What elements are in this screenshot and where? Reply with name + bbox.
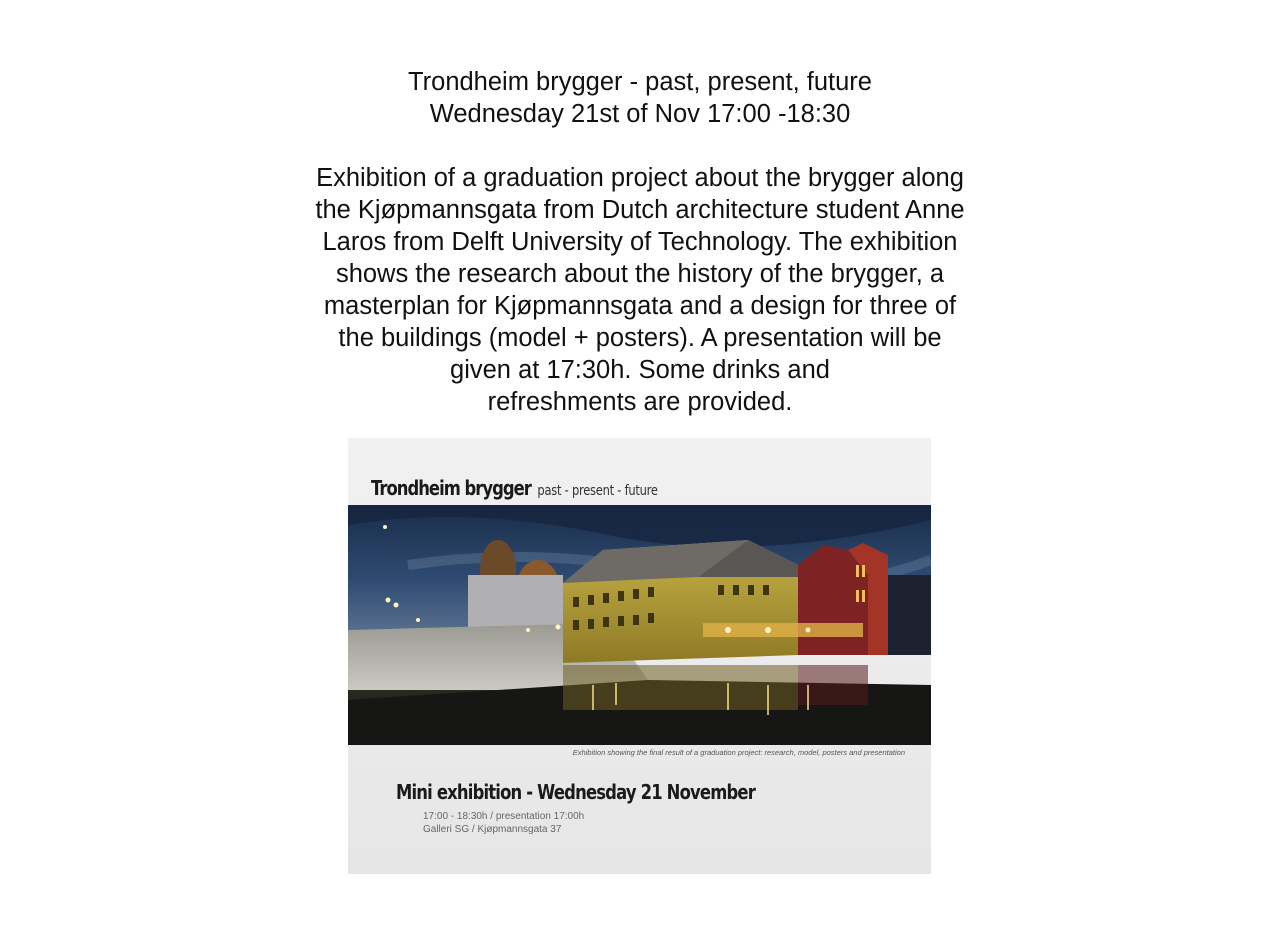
- description-line: masterplan for Kjøpmannsgata and a design for three of: [323, 292, 957, 320]
- description-line: the Kjøpmannsgata from Dutch architecture student Anne: [315, 196, 965, 224]
- description-line: Exhibition of a graduation project about the brygger along: [316, 164, 964, 192]
- description-line: refreshments are provided.: [487, 388, 793, 416]
- brygger-night-photo: [348, 505, 931, 745]
- poster-event-title: Mini exhibition - Wednesday 21 November: [396, 780, 755, 804]
- description-line: shows the research about the history of the brygger, a: [335, 260, 945, 288]
- description-line: given at 17:30h. Some drinks and: [450, 356, 830, 384]
- poster-caption: Exhibition showing the final result of a graduation project: research, model, posters and presentation: [572, 748, 905, 757]
- exhibition-poster: [348, 438, 931, 874]
- poster-title: [371, 476, 658, 500]
- description-line: the buildings (model + posters). A presentation will be: [338, 324, 942, 352]
- poster-title-text: Trondheim brygger: [371, 476, 531, 500]
- poster-subtitle: past - present - future: [537, 483, 658, 499]
- poster-details: [423, 810, 584, 836]
- event-date-time: Wednesday 21st of Nov 17:00 -18:30: [429, 100, 851, 128]
- description-line: Laros from Delft University of Technology. The exhibition: [322, 228, 958, 256]
- event-title: Trondheim brygger - past, present, future: [408, 68, 872, 96]
- poster-venue: Galleri SG / Kjøpmannsgata 37: [423, 824, 562, 835]
- poster-time: 17:00 - 18:30h / presentation 17:00h: [423, 811, 585, 822]
- spacer: [290, 130, 990, 162]
- announcement-text: [290, 66, 990, 418]
